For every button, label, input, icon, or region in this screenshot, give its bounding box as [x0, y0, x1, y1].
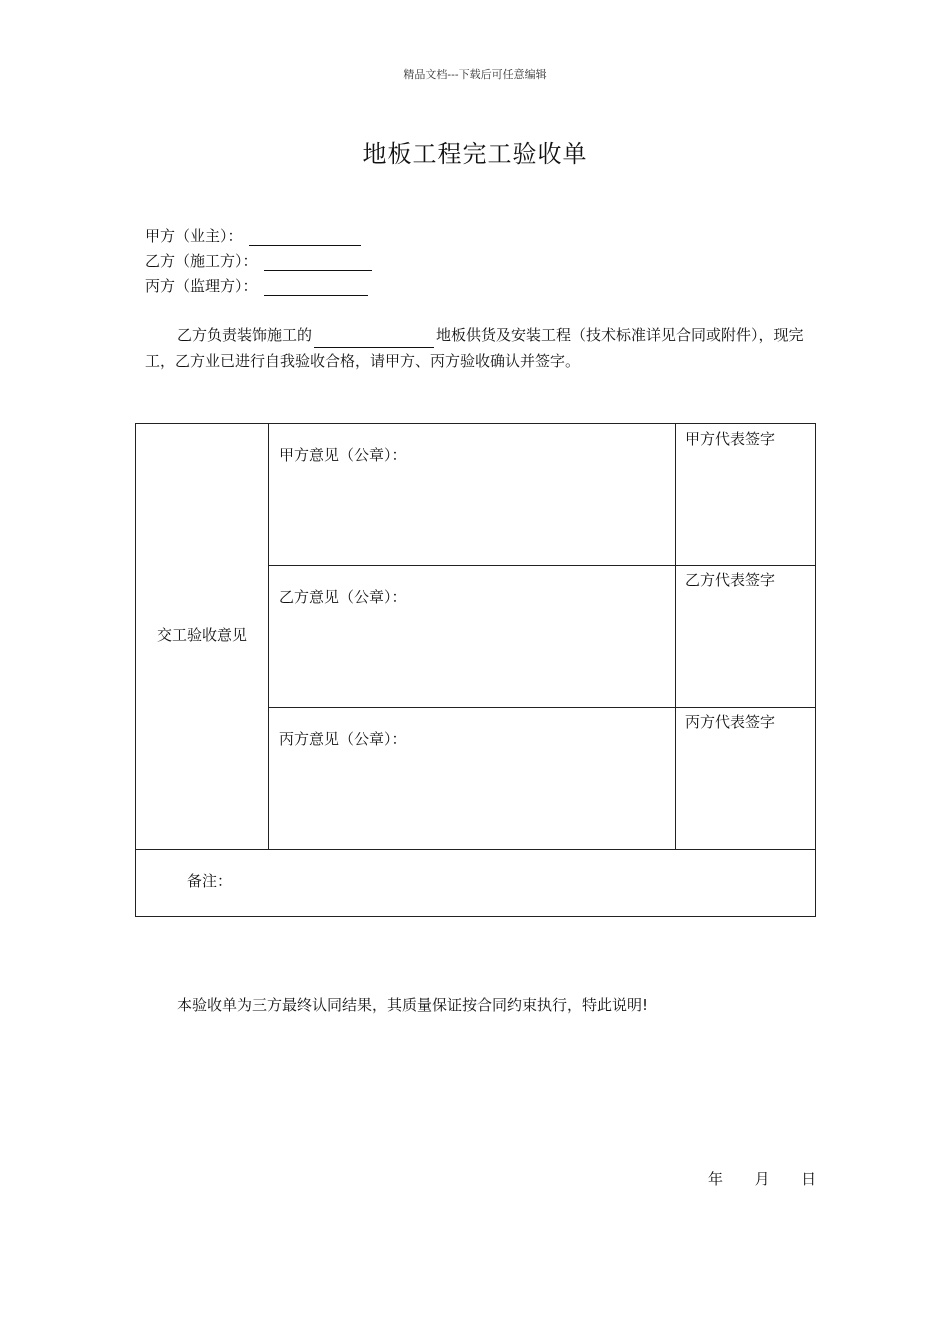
party-c-blank[interactable] [264, 279, 368, 296]
acceptance-opinion-label: 交工验收意见 [156, 626, 247, 644]
date-month: 月 [754, 1170, 770, 1188]
party-b-opinion: 乙方意见（公章）： [279, 588, 407, 606]
party-b-label: 乙方（施工方）： [145, 252, 258, 270]
party-c-line [145, 276, 368, 296]
date-day: 日 [801, 1170, 817, 1188]
date-year: 年 [708, 1170, 724, 1188]
party-a-signature: 甲方代表签字 [685, 430, 776, 448]
intro-part1: 乙方负责装饰施工的 [177, 326, 313, 344]
document-title: 地板工程完工验收单 [362, 140, 588, 168]
remark-label: 备注： [187, 872, 233, 890]
party-b-blank[interactable] [264, 254, 372, 271]
party-a-opinion: 甲方意见（公章）： [279, 446, 407, 464]
closing-statement: 本验收单为三方最终认同结果，其质量保证按合同约束执行，特此说明! [177, 996, 649, 1014]
acceptance-table [135, 423, 816, 917]
intro-part2: 地板供货及安装工程（技术标准详见合同或附件），现完工，乙方业已进行自我验收合格，请甲方、丙方验收确认并签字。 [145, 326, 804, 370]
party-a-line [145, 226, 361, 246]
party-a-label: 甲方（业主）： [145, 227, 243, 245]
party-b-line [145, 251, 372, 271]
party-c-label: 丙方（监理方）： [145, 277, 258, 295]
intro-paragraph [145, 322, 810, 374]
project-name-blank[interactable] [314, 330, 434, 348]
header-note: 精品文档---下载后可任意编辑 [403, 68, 547, 81]
party-c-opinion: 丙方意见（公章）： [279, 730, 407, 748]
date-line [708, 1168, 816, 1189]
party-c-signature: 丙方代表签字 [685, 713, 776, 731]
party-b-signature: 乙方代表签字 [685, 571, 776, 589]
party-a-blank[interactable] [249, 229, 361, 246]
